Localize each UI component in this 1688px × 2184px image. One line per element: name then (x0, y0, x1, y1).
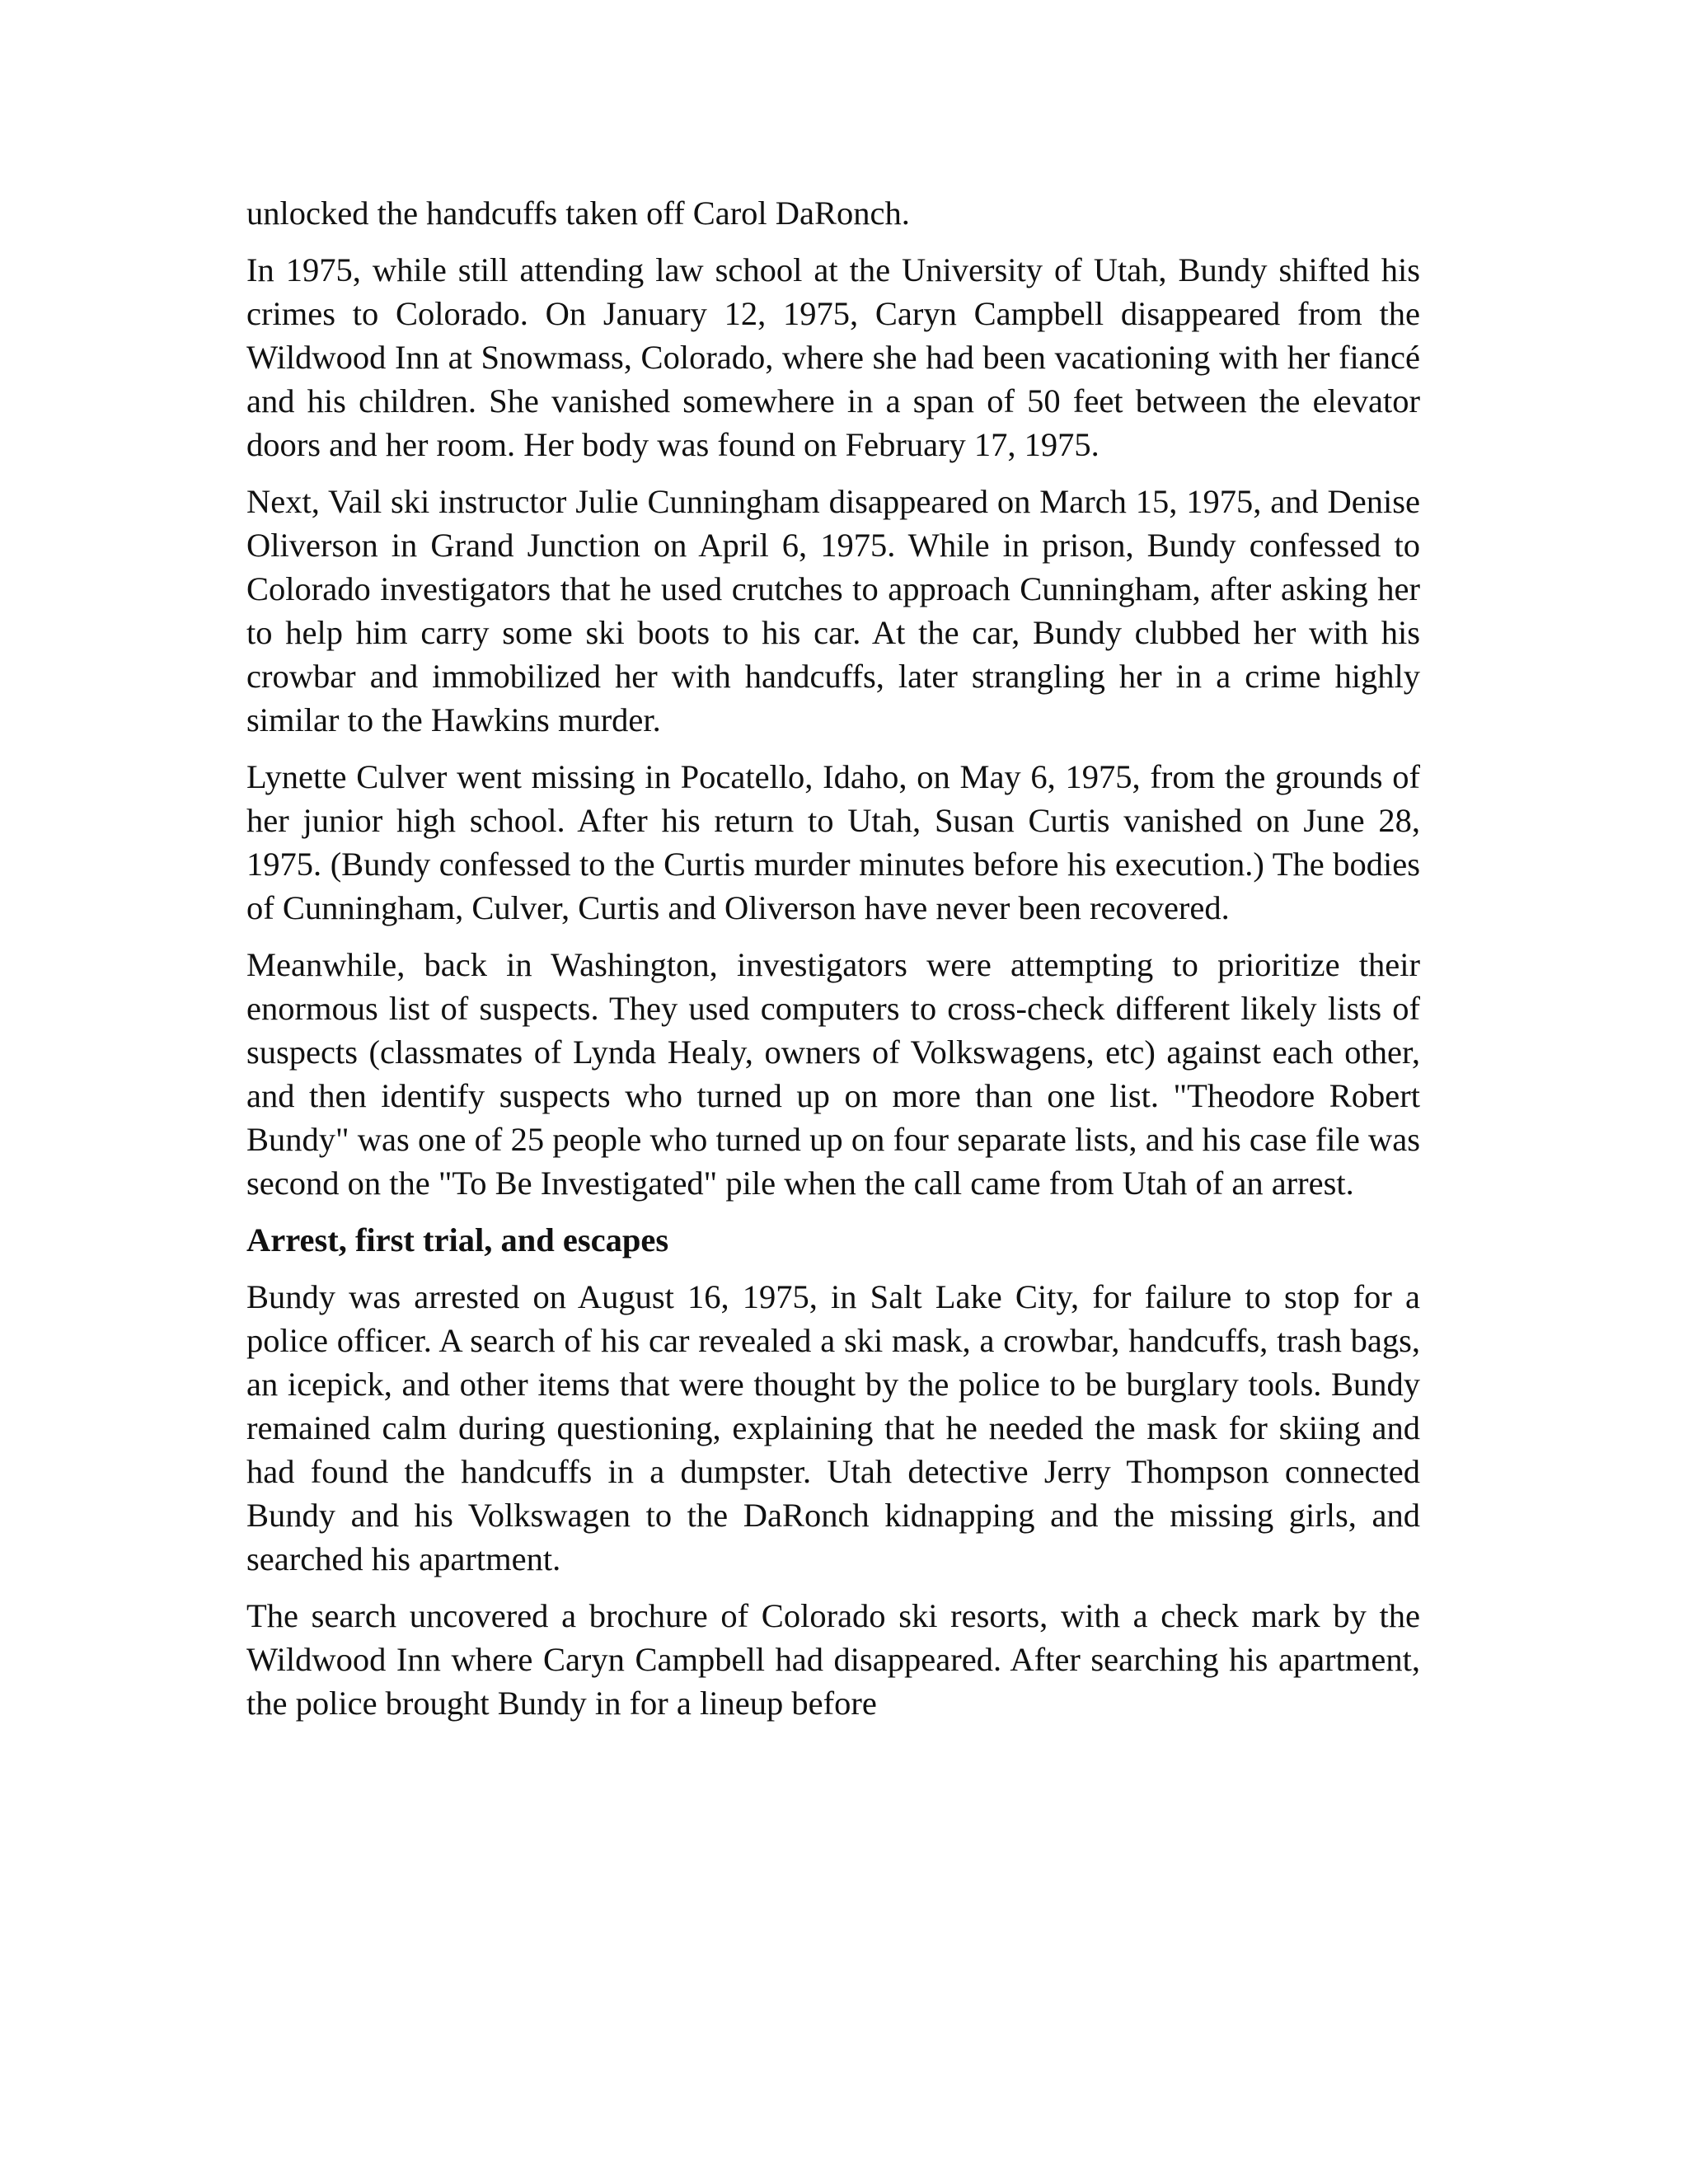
paragraph-washington-investigation: Meanwhile, back in Washington, investigators were attempting to prioritize their enormous list of suspects. They used computers to cross-check different likely lists of suspects (classmates of Lynda Healy, owners of Volkswagens, etc) against each other, and then identify suspects who turned up on more than one list. "Theodore Robert Bundy" was one of 25 people who turned up on four separate lists, and his case file was second on the "To Be Investigated" pile when the call came from Utah of an arrest. (246, 946, 1420, 1202)
paragraph-culver-curtis: Lynette Culver went missing in Pocatello, Idaho, on May 6, 1975, from the grounds of her junior high school. After his return to Utah, Susan Curtis vanished on June 28, 1975. (Bundy confessed to the Curtis murder minutes before his execution.) The bodies of Cunningham, Culver, Curtis and Oliverson have never been recovered. (246, 758, 1420, 926)
continued-paragraph-fragment: unlocked the handcuffs taken off Carol DaRonch. (246, 194, 910, 232)
body-text (246, 191, 1420, 1738)
paragraph-arrest: Bundy was arrested on August 16, 1975, in Salt Lake City, for failure to stop for a police officer. A search of his car revealed a ski mask, a crowbar, handcuffs, trash bags, an icepick, and other items that were thought by the police to be burglary tools. Bundy remained calm during questioning, explaining that he needed the mask for skiing and had found the handcuffs in a dumpster. Utah detective Jerry Thompson connected Bundy and his Volkswagen to the DaRonch kidnapping and the missing girls, and searched his apartment. (246, 1278, 1420, 1577)
paragraph-colorado-crimes: In 1975, while still attending law school at the University of Utah, Bundy shifted his crimes to Colorado. On January 12, 1975, Caryn Campbell disappeared from the Wildwood Inn at Snowmass, Colorado, where she had been vacationing with her fiancé and his children. She vanished somewhere in a span of 50 feet between the elevator doors and her room. Her body was found on February 17, 1975. (246, 251, 1420, 463)
paragraph-search: The search uncovered a brochure of Colorado ski resorts, with a check mark by the Wildwood Inn where Caryn Campbell had disappeared. After searching his apartment, the police brought Bundy in for a lineup before (246, 1597, 1420, 1722)
section-heading: Arrest, first trial, and escapes (246, 1221, 669, 1258)
paragraph-cunningham-oliverson: Next, Vail ski instructor Julie Cunningham disappeared on March 15, 1975, and Denise Oliverson in Grand Junction on April 6, 1975. While in prison, Bundy confessed to Colorado investigators that he used crutches to approach Cunningham, after asking her to help him carry some ski boots to his car. At the car, Bundy clubbed her with his crowbar and immobilized her with handcuffs, later strangling her in a crime highly similar to the Hawkins murder. (246, 483, 1420, 738)
